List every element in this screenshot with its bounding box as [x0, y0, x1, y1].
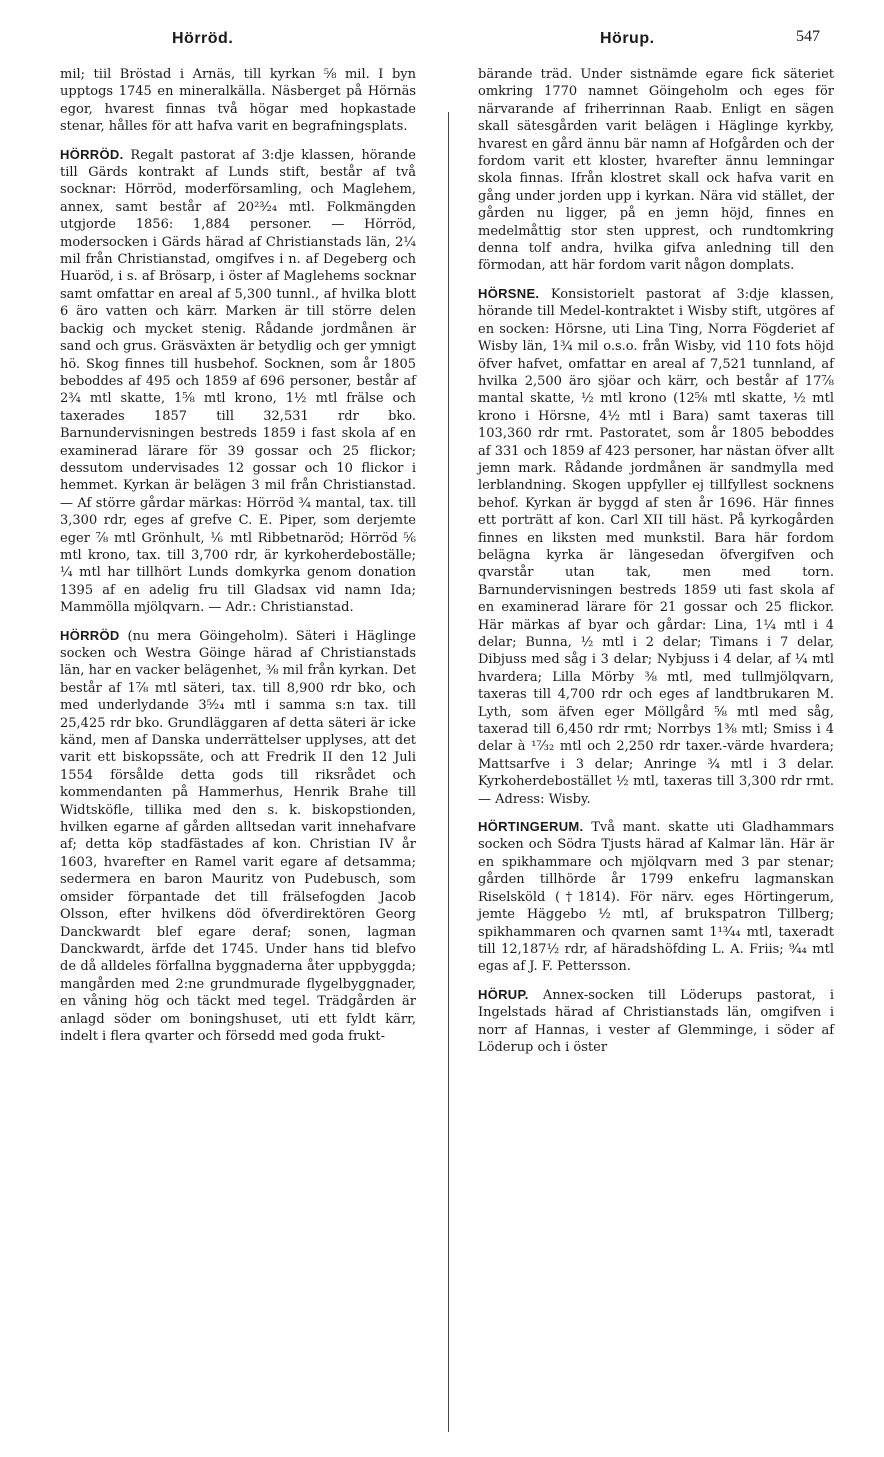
entry-text: Två mant. skatte uti Gladhammars socken och Södra Tjusts härad af Kalmar län. Här är en spikhammare och mjölqvarn med 3 par stenar; gården tillhörde år 1799 enkefru lagmanskan Riselsköld (†1814). För närv. eges Hörtingerum, jemte Häggebo ½ mtl, af brukspatron Tillberg; spikhammaren och qvarnen samt 1¹³⁄₄₄ mtl, taxeradt till 12,187½ rdr, af häradshöfding L. A. Friis; ⁹⁄₄₄ mtl egas af J. F. Pettersson. — [478, 820, 834, 975]
column-divider — [448, 112, 449, 1432]
entry-horrod — [60, 146, 416, 617]
continuation-paragraph: bärande träd. Under sistnämde egare fick säteriet omkring 1770 namnet Göingeholm och eges för närvarande af friherrinnan Raab. Enligt en sägen skall sätesgården varit belägen i Häglinge kyrkby, hvarest en gård ännu bär namn af Hofgården och der fordom varit ett kloster, hvarefter ännu lemningar skola finnas. Ifrån klostret skall ock hafva varit en gång under jorden upp i kyrkan. Nära vid stället, der gården nu ligger, på en jemn höjd, finnes en medelmåttig stor sten upprest, och rundtomkring denna tolf andra, hvilka gifva anledning till den förmodan, att här fordom varit någon domplats. — [478, 67, 834, 274]
page-number: 547 — [796, 28, 820, 45]
entry-text: Regalt pastorat af 3:dje klassen, hörande till Gärds kontrakt af Lunds stift, består af två socknar: Hörröd, moderförsamling, och Maglehem, annex, samt består af 20²³⁄₂₄ mtl. Folkmängden utgjorde 1856: 1,884 personer. — Hörröd, modersocken i Gärds härad af Christianstads län, 2¼ mil från Christianstad, omgifves i n. af Degeberg och Huaröd, i s. af Brösarp, i öster af Maglehems socknar samt omfattar en areal af 5,300 tunnl., af hvilka blott 6 äro vatten och kärr. Marken är till större delen backig och mycket stenig. Rådande jordmånen är sand och grus. Gräsväxten är betydlig och ger ymnigt hö. Skog finnes till husbehof. Socknen, som år 1805 beboddes af 495 och 1859 af 696 personer, består af 2¾ mtl skatte, 1⅝ mtl krono, 1½ mtl frälse och taxerades 1857 till 32,531 rdr bko. Barnundervisningen bestreds 1859 i fast skola af en examinerad lärare för 39 gossar och 25 flickor; dessutom undervisades 12 gossar och 10 flickor i hemmet. Kyrkan är belägen 3 mil från Christianstad. — Af större gårdar märkas: Hörröd ¾ mantal, tax. till 3,300 rdr, eges af grefve C. E. Piper, som derjemte eger ⅞ mtl Grönhult, ⅙ mtl Ribbetnaröd; Hörröd ⁵⁄₆ mtl krono, tax. till 3,700 rdr, är kyrkoherdeboställe; ¼ mtl har tillhört Lunds domkyrka genom donation 1395 af en adelig fru till Gladsax vid namn Ida; Mammölla mjölqvarn. — Adr.: Christianstad. — [60, 147, 416, 616]
entry-horup — [478, 986, 834, 1057]
running-head-right: Hörup. — [600, 30, 655, 47]
entry-horsne — [478, 285, 834, 808]
entry-headword: HÖRSNE. — [478, 285, 540, 301]
entry-headword: HÖRUP. — [478, 986, 529, 1002]
left-column — [60, 66, 416, 1055]
entry-horrod-goingeholm — [60, 627, 416, 1046]
page-header — [60, 14, 850, 54]
entry-text: (nu mera Göingeholm). Säteri i Häglinge socken och Westra Göinge härad af Christianstads län, har en vacker belägenhet, ⅜ mil från kyrkan. Det består af 1⅞ mtl säteri, tax. till 8,900 rdr bko, och med underlydande 3⁵⁄₂₄ mtl i samma s:n tax. till 25,425 rdr bko. Grundläggaren af detta säteri är icke känd, men af Danska underrättelser upplyses, att det varit ett biskopssäte, och att Fredrik II den 12 Juli 1554 försålde detta gods till riksrådet och kommendanten på Hammerhus, Henrik Brahe till Widtsköfle, tillika med den s. k. biskopstionden, hvilken egarne af gården alltsedan varit innehafvare af; detta köp stadfästades af kon. Christian IV år 1603, hvarefter en Ramel varit egare af detsamma; sedermera en baron Mauritz von Pudebusch, som omsider förpantade det till frälsefogden Jacob Olsson, efter hvilkens död öfverdirektören Georg Danckwardt blef egare deraf; sonen, lagman Danckwardt, ärfde det 1745. Under hans tid blefvo de då alldeles förfallna byggnaderna åter uppbyggda; mangården med 2:ne grundmurade flygelbyggnader, en våning hög och täckt med tegel. Trädgården är anlagd söder om boningshuset, uti ett fyldt kärr, indelt i flera qvarter och försedd med goda frukt- — [60, 628, 416, 1044]
entry-hortingerum — [478, 818, 834, 976]
entry-headword: HÖRRÖD. — [60, 146, 124, 162]
running-head-left: Hörröd. — [172, 30, 234, 47]
right-column — [478, 66, 834, 1066]
entry-text: Konsistorielt pastorat af 3:dje klassen, hörande till Medel-kontraktet i Wisby stift, utgöres af en socken: Hörsne, uti Lina Ting, Norra Fögderiet af Wisby län, 1¾ mil o.s.o. från Wisby, vid 110 fots höjd öfver hafvet, omfattar en areal af 7,521 tunnland, af hvilka 2,500 äro sjöar och kärr, och består af 17⅞ mantal skatte, ½ mtl krono (12⅝ mtl skatte, ½ mtl krono i Hörsne, 4½ mtl i Bara) samt taxeras till 103,360 rdr rmt. Pastoratet, som år 1805 beboddes af 331 och 1859 af 423 personer, har nästan öfver allt jemn mark. Rådande jordmånen är sandmylla med lerblandning. Skogen uppfyller ej tillfyllest socknens behof. Kyrkan är byggd af sten år 1696. Här finnes ett porträtt af kon. Carl XII till häst. På kyrkogården finnes en liksten med munkstil. Bara här fordom belägna kyrka är längesedan öfvergifven och qvarstår utan tak, men med torn. Barnundervisningen bestreds 1859 uti fast skola af en examinerad lärare för 21 gossar och 25 flickor. Här märkas af byar och gårdar: Lina, 1¼ mtl i 4 delar; Bunna, ½ mtl i 2 delar; Timans i 7 delar, Dibjuss med såg i 3 delar; Nybjuss i 4 delar, af ¼ mtl hvardera; Lilla Mörby ⅜ mtl, med tullmjölqvarn, taxeras till 4,700 rdr och eges af landtbrukaren M. Lyth, som äfven eger Möllgård ⅝ mtl med såg, taxerad till 6,450 rdr rmt; Norrbys 1⅜ mtl; Smiss i 4 delar à ¹⁷⁄₃₂ mtl och 2,250 rdr taxer.-värde hvardera; Mattsarfve i 3 delar; Anringe ¾ mtl i 3 delar. Kyrkoherdebostället ½ mtl, taxeras till 3,300 rdr rmt. — Adress: Wisby. — [478, 286, 835, 807]
continuation-paragraph: mil; tiil Bröstad i Arnäs, till kyrkan ⁵⁄₈ mil. I byn upptogs 1745 en mineralkälla. Näsberget på Hörnäs egor, hvarest finnas två högar med hopkastade stenar, hålles för att hafva varit en begrafningsplats. — [60, 67, 416, 135]
entry-headword: HÖRRÖD — [60, 627, 120, 643]
entry-text: Annex-socken till Löderups pastorat, i Ingelstads härad af Christianstads län, omgifven i norr af Hannas, i vester af Glemminge, i söder af Löderup och i öster — [478, 987, 834, 1055]
entry-headword: HÖRTINGERUM. — [478, 819, 584, 835]
